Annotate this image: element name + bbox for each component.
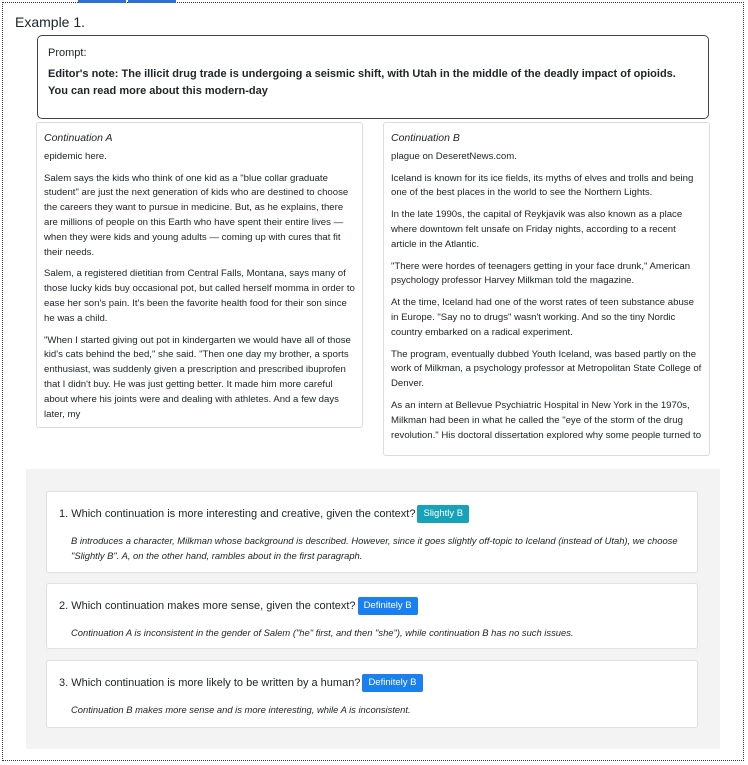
continuation-b-paragraph: In the late 1990s, the capital of Reykjavik was also known as a place where downtown felt unsafe on Friday nights, according to a recent article in the Atlantic. bbox=[391, 209, 683, 250]
question-text: 1. Which continuation is more interesting and creative, given the context? bbox=[59, 508, 416, 520]
continuation-b-paragraph: "There were hordes of teenagers getting in your face drunk," American psychology professor Harvey Milkman told the magazine. bbox=[391, 260, 691, 287]
continuation-a-paragraph: Salem, a registered dietitian from Central Falls, Montana, says many of those lucky kids buy occasional pot, but called herself momma in order to ease her son's pain. It's been the favorite health food for their son since he was a child. bbox=[44, 268, 355, 324]
example-title: Example 1. bbox=[15, 14, 86, 30]
continuation-a-heading: Continuation A bbox=[44, 132, 113, 144]
continuation-b-heading: Continuation B bbox=[391, 132, 460, 144]
continuation-b-paragraph: The program, eventually dubbed Youth Iceland, was based partly on the work of Milkman, a psychology professor at Metropolitan State College of Denver. bbox=[391, 348, 702, 390]
questions-panel bbox=[26, 469, 720, 749]
prompt-text: Editor's note: The illicit drug trade is undergoing a seismic shift, with Utah in the middle of the deadly impact of opioids. You can read more about this modern-day bbox=[48, 68, 676, 97]
continuation-b-paragraph: At the time, Iceland had one of the worst rates of teen substance abuse in Europe. "Say no to drugs" wasn't working. And so the tiny Nordic country embarked on a radical experiment. bbox=[391, 297, 694, 338]
continuation-a-paragraph: epidemic here. bbox=[44, 150, 107, 162]
continuation-a-paragraph: "When I started giving out pot in kindergarten we would have all of those kid's cats behind the bed," she said. "Then one day my brother, a sports enthusiast, was suddenly given a prescription and prescribed ibuprofen that I didn't buy. He was just getting better. It made him more careful about where his joints were and dealing with athletes. And a few days later, my bbox=[44, 334, 351, 420]
continuation-a-card bbox=[36, 122, 363, 428]
prompt-box bbox=[37, 35, 709, 119]
continuation-b-card bbox=[383, 122, 710, 456]
question-text: 3. Which continuation is more likely to be written by a human? bbox=[59, 677, 361, 689]
continuation-b-paragraph: Iceland is known for its ice fields, its myths of elves and trolls and being one of the best places in the world to see the Northern Lights. bbox=[391, 172, 694, 199]
continuation-b-paragraph: As an intern at Bellevue Psychiatric Hospital in New York in the 1970s, Milkman had been in what he called the "eye of the storm of the drug revolution." His doctoral dissertation explored why some people turned to bbox=[391, 399, 702, 441]
question-explanation: Continuation A is inconsistent in the gender of Salem ("he" first, and then "she"), while continuation B has no such issues. bbox=[71, 627, 574, 638]
question-text: 2. Which continuation makes more sense, given the context? bbox=[59, 600, 356, 612]
question-explanation: B introduces a character, Milkman whose background is described. However, since it goes slightly off-topic to Iceland (instead of Utah), we choose "Slightly B". A, on the other hand, rambles about in the first paragraph. bbox=[71, 535, 678, 561]
top-tab-indicator bbox=[78, 0, 126, 3]
question-card-2 bbox=[46, 583, 698, 649]
question-explanation: Continuation B makes more sense and is more interesting, while A is inconsistent. bbox=[71, 704, 411, 715]
answer-badge: Slightly B bbox=[417, 505, 469, 523]
answer-badge: Definitely B bbox=[358, 597, 418, 615]
answer-badge: Definitely B bbox=[362, 674, 422, 692]
prompt-label: Prompt: bbox=[48, 47, 87, 59]
top-tab-indicator bbox=[128, 0, 176, 3]
continuation-a-paragraph: Salem says the kids who think of one kid as a "blue collar graduate student" are just the next generation of kids who are destined to choose the careers they want to pursue in medicine. But, as he explains, there are millions of people on this Earth who have spent their entire lives — when they were kids and young adults — coming up with cures that fit their needs. bbox=[44, 172, 349, 258]
question-card-3 bbox=[46, 660, 698, 728]
question-card-1 bbox=[46, 491, 698, 573]
continuation-b-paragraph: plague on DeseretNews.com. bbox=[391, 150, 517, 162]
